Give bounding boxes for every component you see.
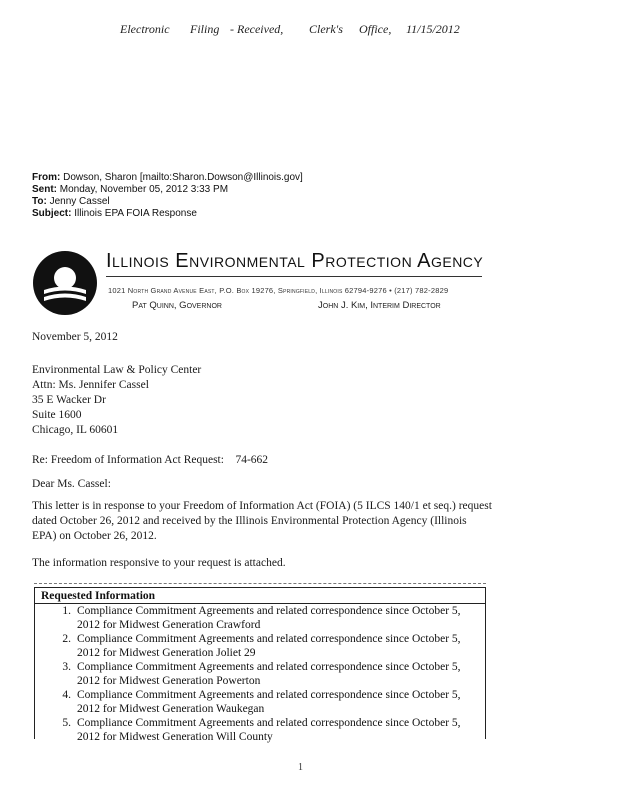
list-item-number: 5. (62, 717, 71, 729)
recipient-line-5: Chicago, IL 60601 (32, 424, 119, 436)
recipient-line-3: 35 E Wacker Dr (32, 394, 106, 406)
email-sent (32, 184, 228, 196)
table-header: Requested Information (41, 590, 156, 602)
stamp-received: - Received, (230, 22, 284, 36)
email-sent-value: Monday, November 05, 2012 3:33 PM (59, 184, 229, 195)
body-paragraph-1: This letter is in response to your Freedom of Information Act (FOIA) (5 ILCS 140/1 et seq.) request dated October 26, 2012 and received by the Illinois Environmental Protection Agency (Illinois EPA) on October 26, 2012. (32, 500, 492, 542)
list-item-number: 2. (62, 633, 71, 645)
page-number: 1 (298, 762, 303, 773)
email-to (32, 196, 110, 208)
email-to-value: Jenny Cassel (49, 196, 110, 207)
recipient-line-1: Environmental Law & Policy Center (32, 364, 202, 376)
list-item-number: 4. (62, 689, 71, 701)
agency-seal-icon (32, 250, 98, 316)
agency-address: 1021 North Grand Avenue East, P.O. Box 19276, Springfield, Illinois 62794-9276 • (217) 782-2829 (108, 286, 449, 295)
governor: Pat Quinn, Governor (132, 300, 222, 311)
email-to-label: To: (32, 196, 47, 207)
email-subject-label: Subject: (32, 208, 72, 219)
email-subject (32, 208, 197, 220)
director: John J. Kim, Interim Director (318, 300, 441, 311)
stamp-clerks: Clerk's (309, 22, 343, 36)
re-line: Re: Freedom of Information Act Request: 74-662 (32, 454, 269, 466)
salutation: Dear Ms. Cassel: (32, 478, 111, 490)
body-paragraph-2: The information responsive to your request is attached. (32, 557, 286, 569)
list-item-number: 1. (62, 605, 71, 617)
stamp-date: 11/15/2012 (406, 22, 460, 36)
email-subject-value: Illinois EPA FOIA Response (74, 208, 197, 219)
email-sent-label: Sent: (32, 184, 57, 195)
email-from-value: Dowson, Sharon [mailto:Sharon.Dowson@Illinois.gov] (63, 172, 303, 183)
letter-date: November 5, 2012 (32, 331, 118, 343)
table-header-rule (35, 603, 485, 604)
list-item-text: Compliance Commitment Agreements and related correspondence since October 5, 2012 for Midwest Generation Powerton (77, 661, 461, 687)
stamp-office: Office, (359, 22, 392, 36)
stamp-electronic: Electronic (120, 22, 170, 36)
list-item-number: 3. (62, 661, 71, 673)
letterhead-divider (106, 276, 482, 277)
email-from (32, 172, 303, 184)
requested-information-table (34, 587, 486, 743)
dashed-divider (34, 583, 486, 584)
agency-name: Illinois Environmental Protection Agency (106, 250, 484, 272)
recipient-line-2: Attn: Ms. Jennifer Cassel (32, 379, 149, 391)
recipient-line-4: Suite 1600 (32, 409, 82, 421)
list-item-text: Compliance Commitment Agreements and related correspondence since October 5, 2012 for Midwest Generation Will County (77, 717, 461, 743)
list-item-text: Compliance Commitment Agreements and related correspondence since October 5, 2012 for Midwest Generation Waukegan (77, 689, 461, 715)
email-from-label: From: (32, 172, 61, 183)
stamp-filing: Filing (190, 22, 220, 36)
list-item-text: Compliance Commitment Agreements and related correspondence since October 5, 2012 for Midwest Generation Crawford (77, 605, 461, 631)
list-item-text: Compliance Commitment Agreements and related correspondence since October 5, 2012 for Midwest Generation Joliet 29 (77, 633, 461, 659)
